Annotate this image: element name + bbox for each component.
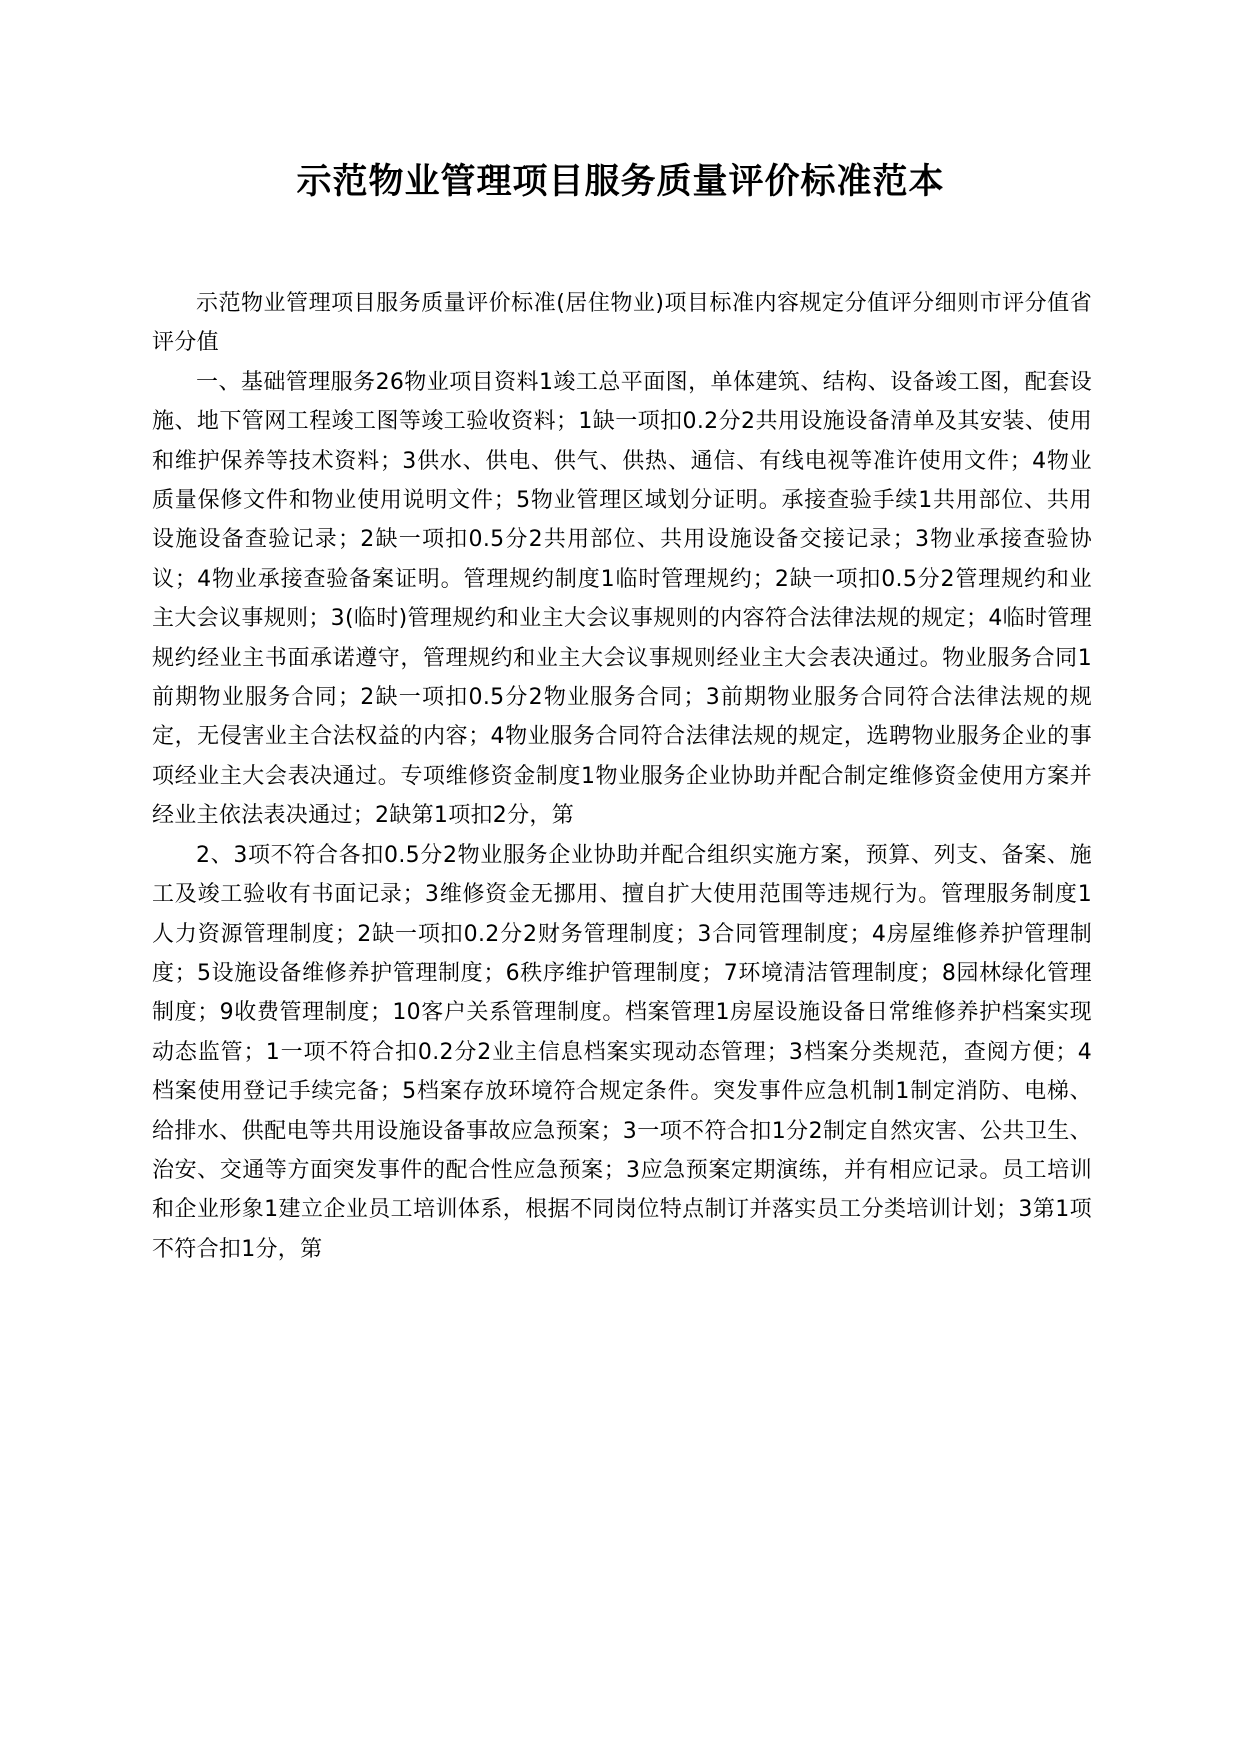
paragraph-3: 2、3项不符合各扣0.5分2物业服务企业协助并配合组织实施方案，预算、列支、备案、施工及竣工验收有书面记录；3维修资金无挪用、擅自扩大使用范围等违规行为。管理服务制度1人力资源管理制度；2缺一项扣0.2分2财务管理制度；3合同管理制度；4房屋维修养护管理制度；5设施设备维修养护管理制度；6秩序维护管理制度；7环境清洁管理制度；8园林绿化管理制度；9收费管理制度；10客户关系管理制度。档案管理1房屋设施设备日常维修养护档案实现动态监管；1一项不符合扣0.2分2业主信息档案实现动态管理；3档案分类规范，查阅方便；4档案使用登记手续完备；5档案存放环境符合规定条件。突发事件应急机制1制定消防、电梯、给排水、供配电等共用设施设备事故应急预案；3一项不符合扣1分2制定自然灾害、公共卫生、治安、交通等方面突发事件的配合性应急预案；3应急预案定期演练，并有相应记录。员工培训和企业形象1建立企业员工培训体系，根据不同岗位特点制订并落实员工分类培训计划；3第1项不符合扣1分，第 xyxy=(152,842,1092,1262)
document-body xyxy=(152,284,1092,1269)
paragraph-2: 一、基础管理服务26物业项目资料1竣工总平面图，单体建筑、结构、设备竣工图，配套设施、地下管网工程竣工图等竣工验收资料；1缺一项扣0.2分2共用设施设备清单及其安装、使用和维护保养等技术资料；3供水、供电、供气、供热、通信、有线电视等准许使用文件；4物业质量保修文件和物业使用说明文件；5物业管理区域划分证明。承接查验手续1共用部位、共用设施设备查验记录；2缺一项扣0.5分2共用部位、共用设施设备交接记录；3物业承接查验协议；4物业承接查验备案证明。管理规约制度1临时管理规约；2缺一项扣0.5分2管理规约和业主大会议事规则；3(临时)管理规约和业主大会议事规则的内容符合法律法规的规定；4临时管理规约经业主书面承诺遵守，管理规约和业主大会议事规则经业主大会表决通过。物业服务合同1前期物业服务合同；2缺一项扣0.5分2物业服务合同；3前期物业服务合同符合法律法规的规定，无侵害业主合法权益的内容；4物业服务合同符合法律法规的规定，选聘物业服务企业的事项经业主大会表决通过。专项维修资金制度1物业服务企业协助并配合制定维修资金使用方案并经业主依法表决通过；2缺第1项扣2分，第 xyxy=(152,369,1092,829)
paragraph-1: 示范物业管理项目服务质量评价标准(居住物业)项目标准内容规定分值评分细则市评分值省评分值 xyxy=(152,291,1092,356)
document-title: 示范物业管理项目服务质量评价标准范本 xyxy=(296,162,945,202)
